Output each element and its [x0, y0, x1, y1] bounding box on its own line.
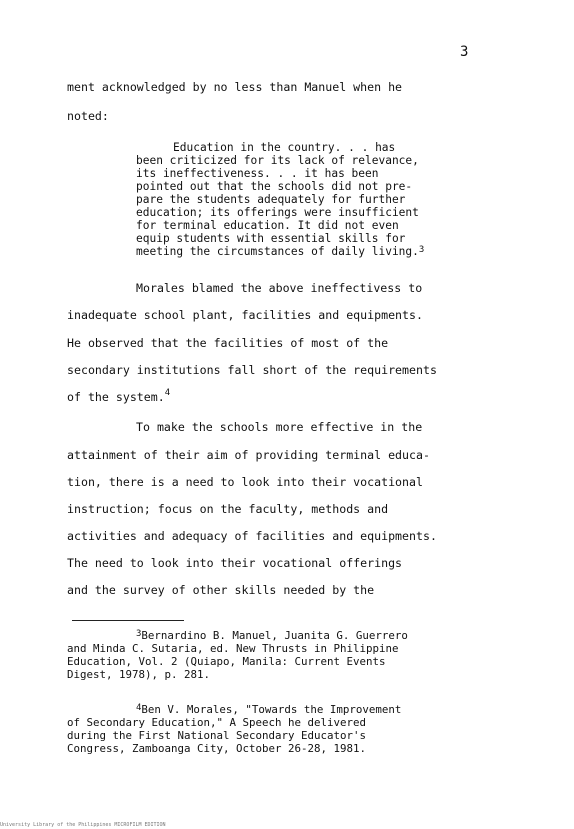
quote-line: been criticized for its lack of relevance, [136, 154, 419, 167]
paragraph-3-line: and the survey of other skills needed by the [67, 583, 375, 597]
footnote-3-line: $^3$Bernardino B. Manuel, Juanita G. Guerrero [136, 629, 408, 642]
quote-line-last: meeting the circumstances of daily living.$^3$ [136, 245, 425, 258]
footnote-3-marker: 3 [136, 629, 142, 639]
quote-line: pointed out that the schools did not pre- [136, 180, 413, 193]
page-number: 3 [460, 44, 469, 60]
footnote-4-marker: 4 [136, 703, 142, 713]
quote-line: equip students with essential skills for [136, 232, 406, 245]
footnote-4-line: of Secondary Education," A Speech he delivered [67, 716, 367, 729]
intro-line-2: noted: [67, 109, 109, 123]
paragraph-3-line: The need to look into their vocational offerings [67, 556, 403, 570]
paragraph-2-line-last: of the system.$^4$ [67, 388, 171, 404]
quote-line: for terminal education. It did not even [136, 219, 399, 232]
intro-line-1: ment acknowledged by no less than Manuel when he [67, 80, 403, 94]
scan-footer: University Library of the Philippines MICROFILM EDITION [0, 822, 166, 828]
footnote-3-line: Digest, 1978), p. 281. [67, 668, 211, 681]
quote-line: pare the students adequately for further [136, 193, 406, 206]
paragraph-3-line: attainment of their aim of providing terminal educa- [67, 448, 430, 462]
paragraph-3-line: instruction; focus on the faculty, methods and [67, 502, 389, 516]
quote-line: education; its offerings were insufficient [136, 206, 419, 219]
footnote-4-line: during the First National Secondary Educator's [67, 729, 367, 742]
footnote-4-line: $^4$Ben V. Morales, "Towards the Improvement [136, 703, 402, 716]
quote-line: Education in the country. . . has [173, 141, 396, 154]
quote-line: its ineffectiveness. . . it has been [136, 167, 379, 180]
paragraph-3-line: activities and adequacy of facilities and equipments. [67, 529, 437, 543]
paragraph-3-line: To make the schools more effective in the [136, 420, 423, 434]
paragraph-2-line: secondary institutions fall short of the requirements [67, 363, 437, 377]
footnote-3-line: Education, Vol. 2 (Quiapo, Manila: Current Events [67, 655, 386, 668]
footnote-ref-3: 3 [418, 245, 425, 255]
footnote-3-line: and Minda C. Sutaria, ed. New Thrusts in Philippine [67, 642, 399, 655]
paragraph-2-line: Morales blamed the above ineffectivess to [136, 281, 423, 295]
footnote-ref-4: 4 [164, 388, 171, 398]
paragraph-3-line: tion, there is a need to look into their vocational [67, 475, 423, 489]
footnote-4-line: Congress, Zamboanga City, October 26-28, 1981. [67, 742, 367, 755]
paragraph-2-line: He observed that the facilities of most of the [67, 336, 389, 350]
footnote-divider [72, 620, 184, 621]
paragraph-2-line: inadequate school plant, facilities and equipments. [67, 308, 423, 322]
